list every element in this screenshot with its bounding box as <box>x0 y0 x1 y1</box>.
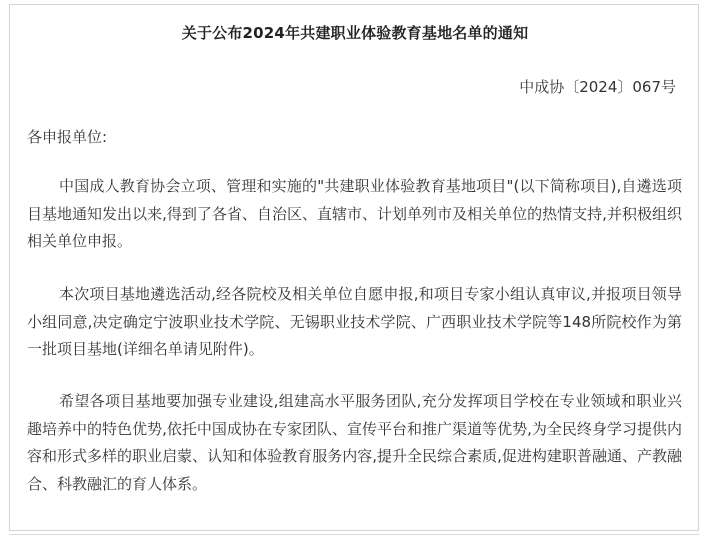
paragraph-expectations: 希望各项目基地要加强专业建设,组建高水平服务团队,充分发挥项目学校在专业领域和职业兴趣培养中的特色优势,依托中国成协在专家团队、宣传平台和推广渠道等优势,为全民终身学习提供内容和形式多样的职业启蒙、认知和体验教育服务内容,提升全民综合素质,促进构建职普融通、产教融合、科教融汇的育人体系。 <box>27 392 682 493</box>
salutation: 各申报单位: <box>27 128 108 146</box>
paragraph-intro: 中国成人教育协会立项、管理和实施的"共建职业体验教育基地项目"(以下简称项目),自遴选项目基地通知发出以来,得到了各省、自治区、直辖市、计划单列市及相关单位的热情支持,并积极组织相关单位申报。 <box>27 177 682 250</box>
notice-title: 关于公布2024年共建职业体验教育基地名单的通知 <box>181 24 529 42</box>
notice-document <box>9 4 699 531</box>
paragraph-selection: 本次项目基地遴选活动,经各院校及相关单位自愿申报,和项目专家小组认真审议,并报项目领导小组同意,决定确定宁波职业技术学院、无锡职业技术学院、广西职业技术学院等148所院校作为第一批项目基地(详细名单请见附件)。 <box>27 285 682 358</box>
document-number: 中成协〔2024〕067号 <box>519 78 676 96</box>
page-divider <box>9 534 699 535</box>
